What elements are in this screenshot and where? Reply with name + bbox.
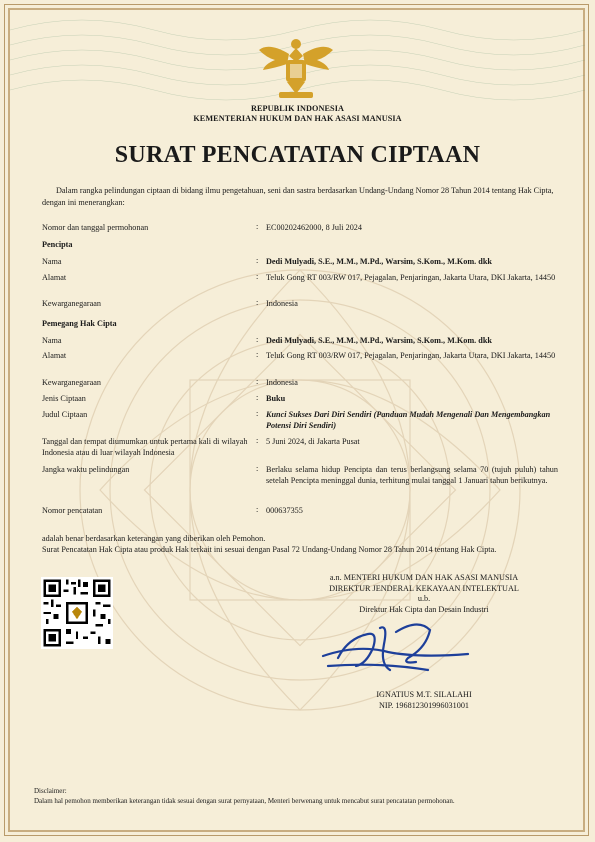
signature-line-3: u.b. <box>417 594 431 603</box>
record-label: Nomor pencatatan <box>42 506 103 515</box>
signatory-nip: NIP. 196812301996031001 <box>378 701 470 710</box>
garuda-emblem-icon <box>257 32 335 104</box>
period-label: Jangka waktu pelindungan <box>42 465 130 474</box>
qr-code-icon <box>41 577 113 649</box>
holder-name-label: Nama <box>42 336 62 345</box>
header-ministry: KEMENTERIAN HUKUM DAN HAK ASASI MANUSIA <box>193 114 402 123</box>
colon: : <box>256 377 259 386</box>
work-type: Buku <box>266 394 286 403</box>
creator-citizenship: Indonesia <box>266 299 298 308</box>
application-value: EC00202462000, 8 Juli 2024 <box>266 223 362 232</box>
work-type-label: Jenis Ciptaan <box>42 394 86 403</box>
intro-paragraph: Dalam rangka pelindungan ciptaan di bidang ilmu pengetahuan, seni dan sastra berdasarkan Undang-Undang Nomor 28 Tahun 2014 tentang Hak Cipta, dengan ini menerangkan: <box>42 186 554 207</box>
closing-line-1: adalah benar berdasarkan keterangan yang diberikan oleh Pemohon. <box>42 534 266 543</box>
colon: : <box>256 256 259 265</box>
handwritten-signature <box>318 614 478 684</box>
creator-address-label: Alamat <box>42 273 67 282</box>
application-label: Nomor dan tanggal permohonan <box>42 223 149 232</box>
work-title: Kunci Sukses Dari Diri Sendiri (Panduan Mudah Mengenali Dan Mengembangkan Potensi Diri Sendiri) <box>266 410 551 430</box>
creator-name: Dedi Mulyadi, S.E., M.M., M.Pd., Warsim, S.Kom., M.Kom. dkk <box>266 257 492 266</box>
colon: : <box>256 298 259 307</box>
colon: : <box>256 350 259 359</box>
signature-line-1: a.n. MENTERI HUKUM DAN HAK ASASI MANUSIA <box>329 573 519 582</box>
disclaimer-heading: Disclaimer: <box>34 787 67 795</box>
disclaimer-text: Dalam hal pemohon memberikan keterangan tidak sesuai dengan surat pernyataan, Menteri berwenang untuk mencabut surat pencatatan permohonan. <box>34 797 455 805</box>
record-number: 000637355 <box>266 506 303 515</box>
colon: : <box>256 272 259 281</box>
work-title-label: Judul Ciptaan <box>42 410 88 419</box>
colon: : <box>256 436 259 445</box>
closing-text <box>42 533 558 555</box>
period-value: Berlaku selama hidup Pencipta dan terus berlangsung selama 70 (tujuh puluh) tahun setelah Pencipta meninggal dunia, terhitung mulai tanggal 1 Januari tahun berikutnya. <box>266 465 558 485</box>
header-country: REPUBLIK INDONESIA <box>250 104 345 113</box>
colon: : <box>256 409 259 418</box>
holder-name: Dedi Mulyadi, S.E., M.M., M.Pd., Warsim, S.Kom., M.Kom. dkk <box>266 336 492 345</box>
holder-citizenship-label: Kewarganegaraan <box>42 378 101 387</box>
colon: : <box>256 222 259 231</box>
colon: : <box>256 505 259 514</box>
colon: : <box>256 393 259 402</box>
document-title: SURAT PENCATATAN CIPTAAN <box>114 142 481 168</box>
creator-address: Teluk Gong RT 003/RW 017, Pejagalan, Penjaringan, Jakarta Utara, DKI Jakarta, 14450 <box>266 273 556 282</box>
colon: : <box>256 335 259 344</box>
signature-line-4: Direktur Hak Cipta dan Desain Industri <box>359 604 489 614</box>
holder-heading: Pemegang Hak Cipta <box>42 319 117 328</box>
signature-line-2: DIREKTUR JENDERAL KEKAYAAN INTELEKTUAL <box>329 583 519 593</box>
creator-heading: Pencipta <box>42 240 73 249</box>
signatory-name: IGNATIUS M.T. SILALAHI <box>376 690 472 699</box>
closing-line-2: Surat Pencatatan Hak Cipta atau produk Hak terkait ini sesuai dengan Pasal 72 Undang-Undang Nomor 28 Tahun 2014 tentang Hak Cipta. <box>42 545 497 554</box>
holder-address-label: Alamat <box>42 351 67 360</box>
creator-name-label: Nama <box>42 257 62 266</box>
announce-value: 5 Juni 2024, di Jakarta Pusat <box>266 437 360 446</box>
creator-citizenship-label: Kewarganegaraan <box>42 299 101 308</box>
holder-address: Teluk Gong RT 003/RW 017, Pejagalan, Penjaringan, Jakarta Utara, DKI Jakarta, 14450 <box>266 351 556 360</box>
colon: : <box>256 464 259 473</box>
holder-citizenship: Indonesia <box>266 378 298 387</box>
announce-label: Tanggal dan tempat diumumkan untuk pertama kali di wilayah Indonesia atau di luar wilayah Indonesia <box>42 437 248 457</box>
